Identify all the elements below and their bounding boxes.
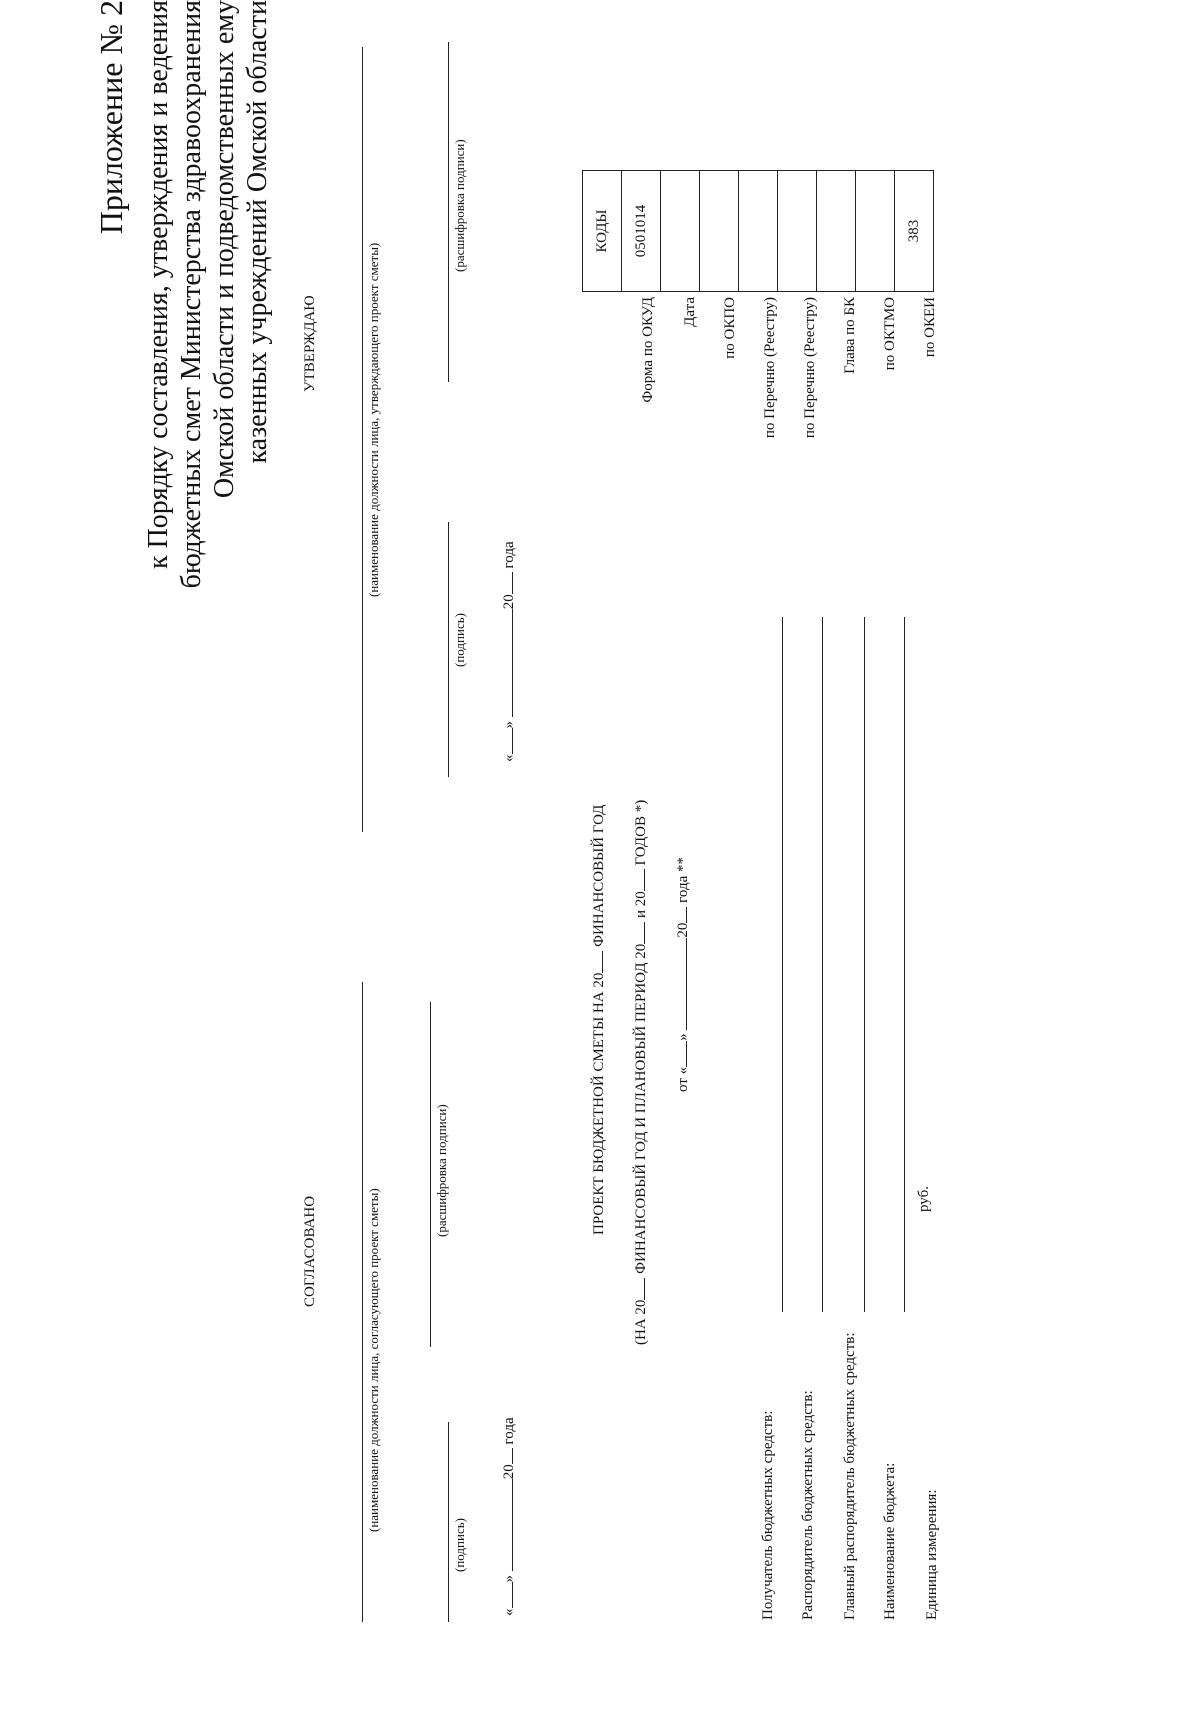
codes-header-row xyxy=(583,171,622,292)
codes-row xyxy=(778,171,817,292)
title-line2-d: ГОДОВ *) xyxy=(633,799,649,866)
agreed-label: СОГЛАСОВАНО xyxy=(302,1195,318,1307)
agreed-position-caption: (наименование должности лица, согласующего проект сметы) xyxy=(366,1188,381,1532)
code-date[interactable] xyxy=(661,171,700,292)
document-title-line-2 xyxy=(630,800,650,1345)
agreed-date xyxy=(498,1417,518,1616)
field-main-distributor: Главный распорядитель бюджетных средств: xyxy=(842,1332,858,1620)
codes-row xyxy=(856,171,895,292)
agreed-position-line xyxy=(362,982,363,1622)
approved-date-year-prefix: 20 xyxy=(501,594,517,610)
codes-row xyxy=(661,171,700,292)
agreed-signature-line xyxy=(448,1422,449,1622)
title-year-blank-4 xyxy=(630,869,645,891)
approved-decoding-caption: (расшифровка подписи) xyxy=(452,139,467,272)
approved-date xyxy=(498,541,518,762)
title-year-blank-3 xyxy=(630,922,645,944)
document-date-month-blank xyxy=(672,938,687,1030)
agreed-decoding-caption: (расшифровка подписи) xyxy=(434,1104,449,1237)
agreed-date-month-blank xyxy=(498,1479,513,1571)
agreed-date-year-blank xyxy=(498,1448,513,1464)
field-budget-name-line[interactable] xyxy=(904,617,905,1312)
codes-row xyxy=(817,171,856,292)
header-line-2: бюджетных смет Министерства здравоохранения xyxy=(176,0,207,589)
document-date-year-blank xyxy=(672,907,687,923)
appendix-title: Приложение № 2 xyxy=(93,0,129,235)
field-budget-name: Наименование бюджета: xyxy=(882,1462,898,1620)
approved-date-year-blank xyxy=(498,572,513,594)
document-date-year-suffix: года ** xyxy=(675,857,691,903)
title-line2-a: (НА 20 xyxy=(633,1299,649,1345)
agreed-date-day-blank xyxy=(498,1583,513,1609)
codes-row xyxy=(700,171,739,292)
approved-signature-line xyxy=(448,522,449,777)
approved-date-year-suffix: года xyxy=(501,541,517,569)
code-label-okei: по ОКЕИ xyxy=(922,297,938,358)
codes-header: КОДЫ xyxy=(583,171,622,292)
agreed-signature-caption: (подпись) xyxy=(452,1518,467,1572)
code-label-registry-2: по Перечню (Реестру) xyxy=(802,297,818,439)
document-date xyxy=(672,857,692,1092)
approved-date-day-blank xyxy=(498,729,513,755)
codes-table xyxy=(582,170,934,292)
header-line-3: Омской области и подведомственных ему xyxy=(209,0,240,499)
field-recipient-line[interactable] xyxy=(782,617,783,1312)
field-unit: Единица измерения: xyxy=(924,1489,940,1620)
codes-row xyxy=(739,171,778,292)
code-label-okpo: по ОКПО xyxy=(722,297,738,359)
document-date-day-blank xyxy=(672,1041,687,1067)
codes-row xyxy=(895,171,934,292)
field-unit-value: руб. xyxy=(916,1186,932,1212)
code-registry-1[interactable] xyxy=(739,171,778,292)
agreed-date-open: « xyxy=(501,1608,517,1616)
document-date-close: » xyxy=(675,1033,691,1041)
code-label-oktmo: по ОКТМО xyxy=(882,297,898,371)
approved-date-month-blank xyxy=(498,609,513,717)
approved-signature-caption: (подпись) xyxy=(452,613,467,667)
title-year-blank-2 xyxy=(630,1278,645,1300)
approved-position-caption: (наименование должности лица, утверждающего проект сметы) xyxy=(366,242,381,597)
agreed-date-close: » xyxy=(501,1575,517,1583)
field-recipient: Получатель бюджетных средств: xyxy=(760,1410,776,1620)
header-line-1: к Порядку составления, утверждения и ведения xyxy=(143,0,174,570)
code-oktmo[interactable] xyxy=(856,171,895,292)
codes-row xyxy=(622,171,661,292)
title-line2-b: ФИНАНСОВЫЙ ГОД И ПЛАНОВЫЙ ПЕРИОД 20 xyxy=(633,943,649,1274)
title-line1-a: ПРОЕКТ БЮДЖЕТНОЙ СМЕТЫ НА 20 xyxy=(591,972,607,1235)
agreed-date-year-prefix: 20 xyxy=(501,1464,517,1480)
approved-decoding-line xyxy=(448,42,449,382)
approved-label: УТВЕРЖДАЮ xyxy=(302,295,318,392)
field-main-distributor-line[interactable] xyxy=(864,617,865,1312)
code-label-okud: Форма по ОКУД xyxy=(640,297,656,403)
approved-date-open: « xyxy=(501,754,517,762)
code-bk[interactable] xyxy=(817,171,856,292)
title-line1-b: ФИНАНСОВЫЙ ГОД xyxy=(591,804,607,947)
document-date-year-prefix: 20 xyxy=(675,922,691,938)
code-okpo[interactable] xyxy=(700,171,739,292)
header-line-4: казенных учреждений Омской области xyxy=(242,0,273,464)
approved-position-line xyxy=(362,47,363,832)
code-label-bk: Глава по БК xyxy=(842,297,858,374)
title-year-blank-1 xyxy=(588,951,603,973)
code-okei[interactable]: 383 xyxy=(895,171,934,292)
document-date-prefix: от « xyxy=(675,1066,691,1092)
field-distributor: Распорядитель бюджетных средств: xyxy=(800,1390,816,1620)
code-registry-2[interactable] xyxy=(778,171,817,292)
document-title-line-1 xyxy=(588,805,608,1235)
field-distributor-line[interactable] xyxy=(822,617,823,1312)
approved-date-close: » xyxy=(501,721,517,729)
code-okud[interactable]: 0501014 xyxy=(622,171,661,292)
code-label-registry-1: по Перечню (Реестру) xyxy=(762,297,778,439)
title-line2-c: и 20 xyxy=(633,891,649,919)
agreed-date-year-suffix: года xyxy=(501,1417,517,1445)
agreed-decoding-line xyxy=(430,1002,431,1347)
code-label-date: Дата xyxy=(682,297,698,327)
